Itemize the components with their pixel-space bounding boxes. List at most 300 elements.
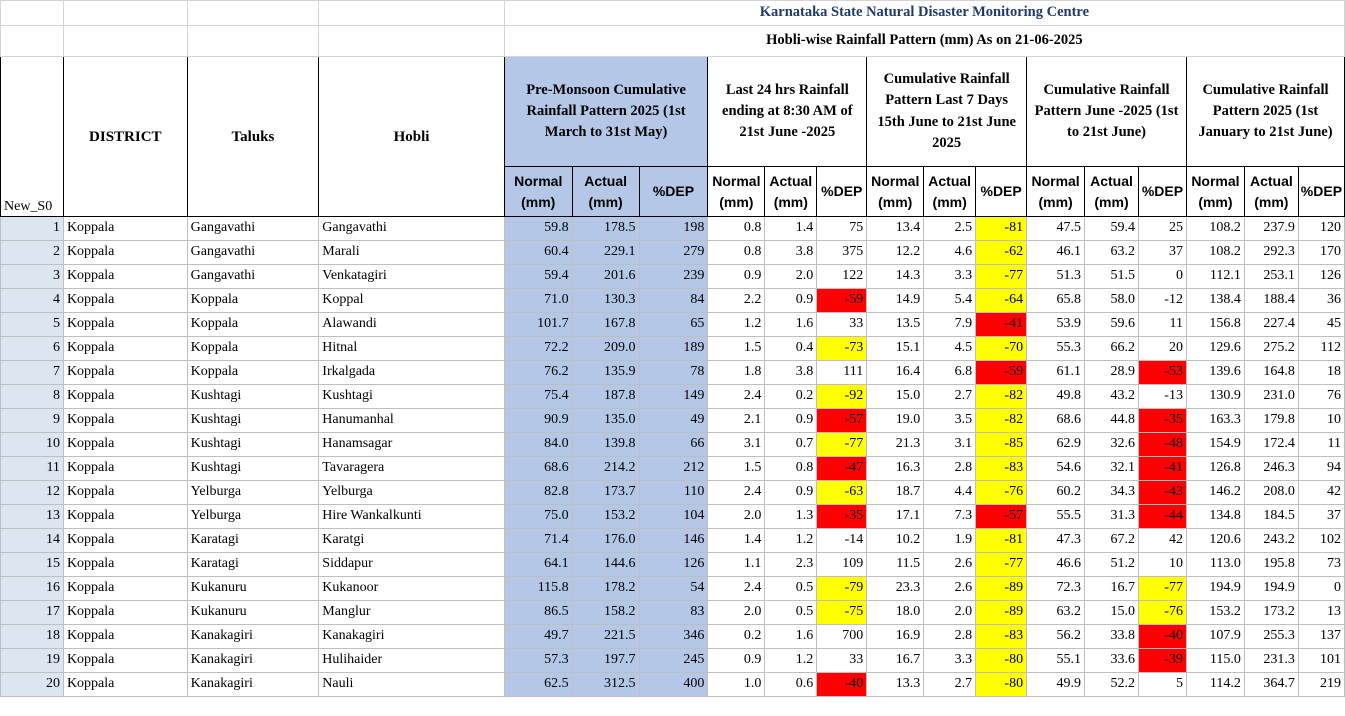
actual-cell-g4: 51.2	[1085, 553, 1139, 577]
district-cell: Koppala	[63, 577, 187, 601]
dep-cell-g3: -81	[976, 217, 1027, 241]
dep-cell-g3: -89	[976, 577, 1027, 601]
actual-cell-g4: 34.3	[1085, 481, 1139, 505]
actual-cell-g1: 214.2	[572, 457, 639, 481]
taluk-cell: Kukanuru	[187, 577, 319, 601]
dep-header: %DEP	[1298, 167, 1344, 217]
normal-cell-g3: 12.2	[867, 241, 924, 265]
normal-cell-g3: 18.7	[867, 481, 924, 505]
actual-cell-g1: 312.5	[572, 673, 639, 697]
dep-cell-g1: 239	[639, 265, 708, 289]
normal-cell-g5: 108.2	[1186, 241, 1244, 265]
normal-cell-g1: 75.4	[504, 385, 572, 409]
row-number: 5	[1, 313, 64, 337]
normal-cell-g3: 14.3	[867, 265, 924, 289]
table-row	[1, 433, 1345, 457]
dep-cell-g4: -12	[1138, 289, 1186, 313]
actual-cell-g3: 2.6	[924, 553, 976, 577]
actual-cell-g3: 6.8	[924, 361, 976, 385]
dep-cell-g5: 102	[1298, 529, 1344, 553]
row-number: 19	[1, 649, 64, 673]
dep-cell-g4: 11	[1138, 313, 1186, 337]
row-number: 15	[1, 553, 64, 577]
actual-cell-g1: 197.7	[572, 649, 639, 673]
actual-cell-g3: 4.6	[924, 241, 976, 265]
hobli-cell: Hanamsagar	[319, 433, 505, 457]
taluk-cell: Gangavathi	[187, 241, 319, 265]
hobli-cell: Siddapur	[319, 553, 505, 577]
normal-cell-g1: 71.4	[504, 529, 572, 553]
actual-cell-g3: 2.7	[924, 673, 976, 697]
actual-cell-g4: 63.2	[1085, 241, 1139, 265]
normal-cell-g5: 153.2	[1186, 601, 1244, 625]
actual-cell-g1: 229.1	[572, 241, 639, 265]
dep-cell-g2: 33	[817, 313, 867, 337]
dep-cell-g3: -82	[976, 385, 1027, 409]
normal-header: Normal (mm)	[867, 167, 924, 217]
group-header-24hrs: Last 24 hrs Rainfall ending at 8:30 AM of 21st June -2025	[708, 57, 867, 167]
normal-header: Normal (mm)	[708, 167, 765, 217]
actual-cell-g4: 51.5	[1085, 265, 1139, 289]
actual-cell-g3: 7.9	[924, 313, 976, 337]
actual-cell-g1: 178.5	[572, 217, 639, 241]
table-row	[1, 457, 1345, 481]
dep-cell-g5: 18	[1298, 361, 1344, 385]
row-number: 16	[1, 577, 64, 601]
actual-header: Actual (mm)	[1244, 167, 1298, 217]
actual-cell-g5: 243.2	[1244, 529, 1298, 553]
dep-cell-g3: -77	[976, 265, 1027, 289]
actual-cell-g5: 173.2	[1244, 601, 1298, 625]
dep-cell-g5: 11	[1298, 433, 1344, 457]
dep-cell-g2: -79	[817, 577, 867, 601]
dep-cell-g3: -57	[976, 505, 1027, 529]
actual-cell-g1: 178.2	[572, 577, 639, 601]
dep-cell-g1: 66	[639, 433, 708, 457]
actual-cell-g2: 0.8	[765, 457, 817, 481]
dep-cell-g5: 170	[1298, 241, 1344, 265]
normal-cell-g2: 1.5	[708, 457, 765, 481]
normal-cell-g2: 2.4	[708, 577, 765, 601]
district-cell: Koppala	[63, 313, 187, 337]
hobli-cell: Hulihaider	[319, 649, 505, 673]
dep-cell-g4: 42	[1138, 529, 1186, 553]
actual-cell-g4: 43.2	[1085, 385, 1139, 409]
normal-cell-g2: 0.8	[708, 241, 765, 265]
normal-cell-g4: 53.9	[1027, 313, 1085, 337]
actual-cell-g2: 1.4	[765, 217, 817, 241]
actual-cell-g1: 139.8	[572, 433, 639, 457]
hobli-cell: Hanumanhal	[319, 409, 505, 433]
normal-cell-g3: 16.9	[867, 625, 924, 649]
taluk-cell: Karatagi	[187, 529, 319, 553]
dep-cell-g3: -70	[976, 337, 1027, 361]
row-number: 18	[1, 625, 64, 649]
actual-cell-g5: 292.3	[1244, 241, 1298, 265]
normal-cell-g1: 60.4	[504, 241, 572, 265]
district-cell: Koppala	[63, 625, 187, 649]
table-row	[1, 385, 1345, 409]
normal-cell-g5: 146.2	[1186, 481, 1244, 505]
district-cell: Koppala	[63, 361, 187, 385]
actual-cell-g3: 2.5	[924, 217, 976, 241]
dep-cell-g3: -76	[976, 481, 1027, 505]
dep-cell-g1: 198	[639, 217, 708, 241]
taluk-cell: Kanakagiri	[187, 649, 319, 673]
normal-cell-g3: 15.1	[867, 337, 924, 361]
normal-cell-g1: 101.7	[504, 313, 572, 337]
actual-cell-g5: 184.5	[1244, 505, 1298, 529]
dep-cell-g3: -83	[976, 625, 1027, 649]
dep-cell-g3: -81	[976, 529, 1027, 553]
normal-cell-g3: 18.0	[867, 601, 924, 625]
dep-cell-g4: -48	[1138, 433, 1186, 457]
normal-cell-g1: 75.0	[504, 505, 572, 529]
actual-cell-g2: 1.3	[765, 505, 817, 529]
hobli-cell: Gangavathi	[319, 217, 505, 241]
actual-cell-g4: 28.9	[1085, 361, 1139, 385]
hobli-cell: Marali	[319, 241, 505, 265]
taluk-cell: Gangavathi	[187, 265, 319, 289]
normal-cell-g4: 46.6	[1027, 553, 1085, 577]
dep-cell-g5: 137	[1298, 625, 1344, 649]
normal-cell-g1: 57.3	[504, 649, 572, 673]
normal-cell-g3: 15.0	[867, 385, 924, 409]
actual-cell-g1: 153.2	[572, 505, 639, 529]
actual-cell-g5: 188.4	[1244, 289, 1298, 313]
dep-cell-g1: 149	[639, 385, 708, 409]
normal-cell-g1: 62.5	[504, 673, 572, 697]
dep-cell-g3: -80	[976, 649, 1027, 673]
hobli-cell: Manglur	[319, 601, 505, 625]
actual-cell-g3: 4.4	[924, 481, 976, 505]
group-header-june: Cumulative Rainfall Pattern June -2025 (1st to 21st June)	[1027, 57, 1187, 167]
normal-cell-g5: 129.6	[1186, 337, 1244, 361]
dep-cell-g3: -85	[976, 433, 1027, 457]
normal-cell-g1: 59.4	[504, 265, 572, 289]
normal-cell-g4: 55.1	[1027, 649, 1085, 673]
actual-cell-g2: 0.9	[765, 289, 817, 313]
actual-cell-g1: 201.6	[572, 265, 639, 289]
table-row	[1, 241, 1345, 265]
actual-cell-g4: 32.1	[1085, 457, 1139, 481]
dep-header: %DEP	[817, 167, 867, 217]
hobli-cell: Tavaragera	[319, 457, 505, 481]
normal-cell-g5: 107.9	[1186, 625, 1244, 649]
actual-cell-g3: 2.8	[924, 625, 976, 649]
dep-cell-g4: -44	[1138, 505, 1186, 529]
normal-cell-g1: 71.0	[504, 289, 572, 313]
actual-cell-g2: 1.6	[765, 625, 817, 649]
district-cell: Koppala	[63, 265, 187, 289]
dep-cell-g5: 219	[1298, 673, 1344, 697]
dep-cell-g4: -53	[1138, 361, 1186, 385]
normal-cell-g2: 0.2	[708, 625, 765, 649]
taluk-cell: Koppala	[187, 361, 319, 385]
actual-cell-g3: 7.3	[924, 505, 976, 529]
actual-cell-g2: 0.5	[765, 577, 817, 601]
dep-cell-g2: 375	[817, 241, 867, 265]
district-cell: Koppala	[63, 337, 187, 361]
dep-cell-g2: -75	[817, 601, 867, 625]
table-row	[1, 625, 1345, 649]
dep-cell-g2: -47	[817, 457, 867, 481]
actual-cell-g5: 231.0	[1244, 385, 1298, 409]
actual-cell-g1: 221.5	[572, 625, 639, 649]
normal-cell-g2: 3.1	[708, 433, 765, 457]
dep-cell-g4: -76	[1138, 601, 1186, 625]
normal-cell-g1: 76.2	[504, 361, 572, 385]
dep-cell-g5: 42	[1298, 481, 1344, 505]
normal-cell-g1: 86.5	[504, 601, 572, 625]
actual-cell-g4: 67.2	[1085, 529, 1139, 553]
dep-cell-g3: -82	[976, 409, 1027, 433]
actual-cell-g3: 2.8	[924, 457, 976, 481]
dep-cell-g2: -92	[817, 385, 867, 409]
table-row	[1, 601, 1345, 625]
dep-cell-g2: -73	[817, 337, 867, 361]
dep-cell-g1: 54	[639, 577, 708, 601]
dep-cell-g4: -41	[1138, 457, 1186, 481]
district-cell: Koppala	[63, 553, 187, 577]
hobli-cell: Hire Wankalkunti	[319, 505, 505, 529]
dep-cell-g3: -89	[976, 601, 1027, 625]
actual-cell-g1: 130.3	[572, 289, 639, 313]
normal-cell-g3: 16.3	[867, 457, 924, 481]
normal-cell-g3: 13.5	[867, 313, 924, 337]
actual-cell-g2: 0.2	[765, 385, 817, 409]
normal-cell-g2: 0.9	[708, 265, 765, 289]
taluks-header: Taluks	[187, 57, 319, 217]
normal-header: Normal (mm)	[1186, 167, 1244, 217]
table-row	[1, 673, 1345, 697]
hobli-cell: Kanakagiri	[319, 625, 505, 649]
normal-cell-g4: 51.3	[1027, 265, 1085, 289]
dep-cell-g1: 245	[639, 649, 708, 673]
dep-cell-g5: 120	[1298, 217, 1344, 241]
normal-cell-g5: 130.9	[1186, 385, 1244, 409]
normal-cell-g3: 17.1	[867, 505, 924, 529]
taluk-cell: Kushtagi	[187, 433, 319, 457]
dep-cell-g2: -35	[817, 505, 867, 529]
row-number: 4	[1, 289, 64, 313]
dep-cell-g5: 45	[1298, 313, 1344, 337]
actual-cell-g2: 3.8	[765, 361, 817, 385]
table-row	[1, 649, 1345, 673]
normal-cell-g5: 134.8	[1186, 505, 1244, 529]
hobli-cell: Irkalgada	[319, 361, 505, 385]
dep-cell-g2: 75	[817, 217, 867, 241]
actual-cell-g1: 144.6	[572, 553, 639, 577]
dep-cell-g1: 400	[639, 673, 708, 697]
district-cell: Koppala	[63, 457, 187, 481]
normal-cell-g3: 19.0	[867, 409, 924, 433]
dep-cell-g4: -77	[1138, 577, 1186, 601]
actual-cell-g4: 59.4	[1085, 217, 1139, 241]
table-row	[1, 313, 1345, 337]
taluk-cell: Kanakagiri	[187, 673, 319, 697]
actual-cell-g2: 0.4	[765, 337, 817, 361]
taluk-cell: Koppala	[187, 289, 319, 313]
dep-cell-g1: 346	[639, 625, 708, 649]
actual-cell-g2: 1.6	[765, 313, 817, 337]
normal-cell-g3: 14.9	[867, 289, 924, 313]
normal-cell-g4: 56.2	[1027, 625, 1085, 649]
dep-header: %DEP	[639, 167, 708, 217]
normal-cell-g3: 23.3	[867, 577, 924, 601]
normal-cell-g4: 62.9	[1027, 433, 1085, 457]
dep-cell-g1: 83	[639, 601, 708, 625]
actual-cell-g5: 195.8	[1244, 553, 1298, 577]
actual-cell-g4: 52.2	[1085, 673, 1139, 697]
dep-cell-g2: -63	[817, 481, 867, 505]
actual-cell-g5: 194.9	[1244, 577, 1298, 601]
taluk-cell: Yelburga	[187, 481, 319, 505]
dep-cell-g4: -39	[1138, 649, 1186, 673]
dep-cell-g4: -43	[1138, 481, 1186, 505]
district-cell: Koppala	[63, 601, 187, 625]
dep-cell-g4: 5	[1138, 673, 1186, 697]
dep-cell-g2: 109	[817, 553, 867, 577]
dep-cell-g4: -35	[1138, 409, 1186, 433]
normal-cell-g2: 1.1	[708, 553, 765, 577]
normal-cell-g2: 2.1	[708, 409, 765, 433]
dep-cell-g1: 65	[639, 313, 708, 337]
table-row	[1, 289, 1345, 313]
actual-cell-g4: 33.6	[1085, 649, 1139, 673]
normal-cell-g1: 84.0	[504, 433, 572, 457]
district-cell: Koppala	[63, 649, 187, 673]
actual-cell-g1: 158.2	[572, 601, 639, 625]
normal-cell-g1: 82.8	[504, 481, 572, 505]
district-cell: Koppala	[63, 385, 187, 409]
normal-cell-g4: 61.1	[1027, 361, 1085, 385]
row-number: 8	[1, 385, 64, 409]
normal-cell-g2: 1.4	[708, 529, 765, 553]
hobli-cell: Hitnal	[319, 337, 505, 361]
normal-cell-g4: 65.8	[1027, 289, 1085, 313]
dep-cell-g5: 36	[1298, 289, 1344, 313]
dep-cell-g2: 700	[817, 625, 867, 649]
normal-cell-g4: 55.5	[1027, 505, 1085, 529]
taluk-cell: Karatagi	[187, 553, 319, 577]
normal-cell-g1: 72.2	[504, 337, 572, 361]
actual-cell-g2: 3.8	[765, 241, 817, 265]
row-number: 11	[1, 457, 64, 481]
dep-cell-g2: 111	[817, 361, 867, 385]
center-name: Karnataka State Natural Disaster Monitoring Centre	[504, 1, 1344, 26]
report-title: Hobli-wise Rainfall Pattern (mm) As on 21-06-2025	[504, 26, 1344, 57]
dep-cell-g3: -83	[976, 457, 1027, 481]
actual-cell-g2: 1.2	[765, 649, 817, 673]
table-row	[1, 265, 1345, 289]
actual-header: Actual (mm)	[924, 167, 976, 217]
normal-cell-g4: 68.6	[1027, 409, 1085, 433]
normal-cell-g1: 90.9	[504, 409, 572, 433]
actual-cell-g3: 2.6	[924, 577, 976, 601]
taluk-cell: Gangavathi	[187, 217, 319, 241]
normal-cell-g2: 1.8	[708, 361, 765, 385]
normal-cell-g5: 120.6	[1186, 529, 1244, 553]
actual-cell-g1: 187.8	[572, 385, 639, 409]
actual-cell-g3: 1.9	[924, 529, 976, 553]
dep-cell-g1: 110	[639, 481, 708, 505]
dep-cell-g3: -80	[976, 673, 1027, 697]
dep-cell-g1: 104	[639, 505, 708, 529]
district-cell: Koppala	[63, 673, 187, 697]
table-row	[1, 553, 1345, 577]
actual-cell-g4: 15.0	[1085, 601, 1139, 625]
normal-cell-g2: 1.5	[708, 337, 765, 361]
actual-cell-g2: 2.0	[765, 265, 817, 289]
actual-cell-g5: 172.4	[1244, 433, 1298, 457]
actual-header: Actual (mm)	[765, 167, 817, 217]
actual-cell-g5: 364.7	[1244, 673, 1298, 697]
normal-cell-g5: 114.2	[1186, 673, 1244, 697]
actual-cell-g1: 167.8	[572, 313, 639, 337]
normal-cell-g4: 60.2	[1027, 481, 1085, 505]
actual-cell-g4: 59.6	[1085, 313, 1139, 337]
actual-cell-g5: 208.0	[1244, 481, 1298, 505]
dep-cell-g3: -41	[976, 313, 1027, 337]
taluk-cell: Koppala	[187, 337, 319, 361]
dep-cell-g2: -14	[817, 529, 867, 553]
taluk-cell: Kushtagi	[187, 385, 319, 409]
row-number: 12	[1, 481, 64, 505]
dep-cell-g1: 78	[639, 361, 708, 385]
normal-cell-g4: 55.3	[1027, 337, 1085, 361]
normal-cell-g3: 11.5	[867, 553, 924, 577]
actual-cell-g3: 4.5	[924, 337, 976, 361]
normal-cell-g3: 10.2	[867, 529, 924, 553]
dep-cell-g1: 279	[639, 241, 708, 265]
hobli-header: Hobli	[319, 57, 505, 217]
normal-cell-g1: 115.8	[504, 577, 572, 601]
row-number: 6	[1, 337, 64, 361]
dep-cell-g1: 49	[639, 409, 708, 433]
normal-cell-g2: 0.9	[708, 649, 765, 673]
district-cell: Koppala	[63, 241, 187, 265]
normal-cell-g4: 49.8	[1027, 385, 1085, 409]
normal-cell-g2: 2.0	[708, 601, 765, 625]
dep-header: %DEP	[976, 167, 1027, 217]
normal-cell-g5: 163.3	[1186, 409, 1244, 433]
hobli-cell: Koppal	[319, 289, 505, 313]
hobli-cell: Yelburga	[319, 481, 505, 505]
actual-cell-g4: 58.0	[1085, 289, 1139, 313]
district-cell: Koppala	[63, 409, 187, 433]
actual-header: Actual (mm)	[572, 167, 639, 217]
table-row	[1, 361, 1345, 385]
hobli-cell: Kukanoor	[319, 577, 505, 601]
normal-cell-g4: 47.3	[1027, 529, 1085, 553]
normal-cell-g3: 16.4	[867, 361, 924, 385]
district-cell: Koppala	[63, 217, 187, 241]
dep-cell-g5: 73	[1298, 553, 1344, 577]
taluk-cell: Kushtagi	[187, 457, 319, 481]
normal-cell-g2: 2.4	[708, 385, 765, 409]
actual-cell-g5: 179.8	[1244, 409, 1298, 433]
actual-cell-g5: 164.8	[1244, 361, 1298, 385]
actual-cell-g5: 253.1	[1244, 265, 1298, 289]
row-number: 17	[1, 601, 64, 625]
dep-cell-g1: 212	[639, 457, 708, 481]
actual-cell-g3: 3.1	[924, 433, 976, 457]
table-row	[1, 481, 1345, 505]
actual-cell-g2: 0.6	[765, 673, 817, 697]
normal-cell-g4: 72.3	[1027, 577, 1085, 601]
dep-cell-g3: -62	[976, 241, 1027, 265]
